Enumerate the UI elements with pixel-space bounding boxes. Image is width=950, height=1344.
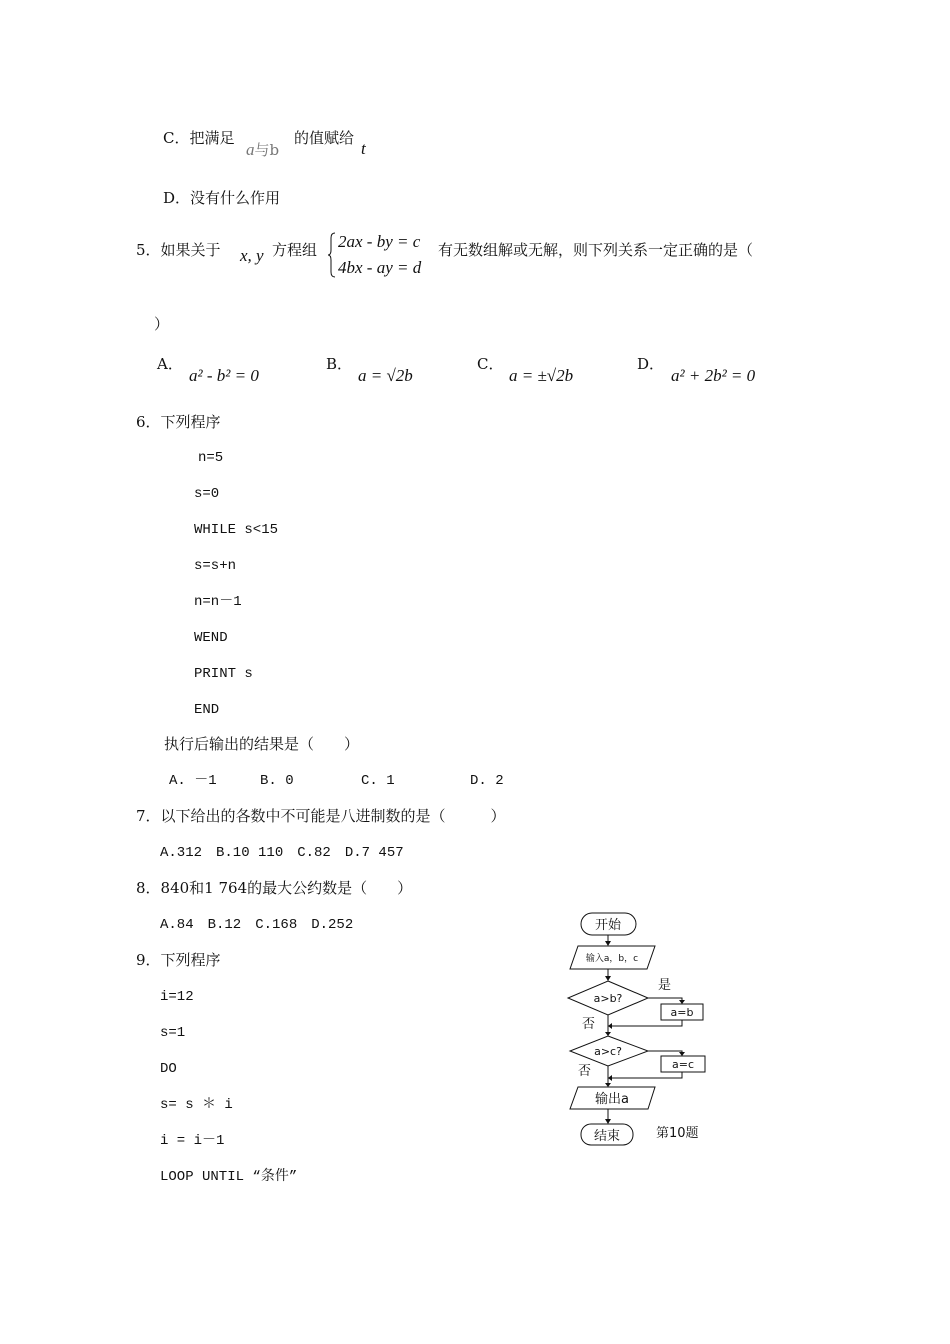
q9-code-line: s= s ＊ i bbox=[160, 1097, 233, 1113]
q5-option-c-expr: a = ±√2b bbox=[509, 366, 574, 385]
q6-option-b: B. 0 bbox=[260, 773, 294, 789]
q4-c-a: a bbox=[246, 140, 255, 159]
q9-code-line: i=12 bbox=[160, 989, 194, 1005]
q6-code-line: END bbox=[194, 702, 220, 718]
q5-option-a-label: A． bbox=[157, 355, 183, 373]
q5-stem-close: ） bbox=[154, 315, 170, 333]
q5-option-d-label: D． bbox=[637, 355, 665, 373]
q6-option-a: A. －1 bbox=[169, 773, 217, 789]
q9-code-line: DO bbox=[160, 1061, 177, 1077]
q9-code-line: i = i－1 bbox=[160, 1133, 225, 1149]
q6-code-line: WHILE s<15 bbox=[194, 522, 279, 538]
q5-option-d-expr: a² + 2b² = 0 bbox=[671, 366, 756, 385]
q5-option-b-expr: a = √2b bbox=[358, 366, 413, 385]
q5-stem-start: 5．如果关于 bbox=[136, 241, 221, 259]
q4-c-b: b bbox=[269, 141, 280, 159]
brace-icon bbox=[328, 232, 336, 278]
q4-c-tail-text: 的值赋给 bbox=[294, 129, 355, 147]
flow-yes-label: 是 bbox=[658, 978, 672, 993]
flowchart-figure bbox=[556, 908, 736, 1153]
q4-c-yu: 与 bbox=[254, 141, 270, 159]
q8-options: A.84 B.12 C.168 D.252 bbox=[160, 917, 354, 933]
q5-option-a-expr: a² - b² = 0 bbox=[189, 366, 259, 385]
q4-option-c bbox=[163, 128, 234, 148]
q4-option-d: D．没有什么作用 bbox=[163, 189, 281, 207]
flow-assign1-label: a=b bbox=[670, 1006, 694, 1019]
flow-output-label: 输出a bbox=[595, 1092, 629, 1107]
q5-eq1: 2ax - by = c bbox=[338, 232, 421, 251]
q6-title: 6．下列程序 bbox=[136, 413, 221, 431]
q6-code-line: s=s+n bbox=[194, 558, 237, 574]
flow-end-label: 结束 bbox=[593, 1129, 621, 1144]
q9-code-line: s=1 bbox=[160, 1025, 186, 1041]
q9-code-line: LOOP UNTIL “条件” bbox=[160, 1169, 298, 1185]
q8-title: 8．840和1 764的最大公约数是（ ） bbox=[136, 879, 413, 897]
q6-question: 执行后输出的结果是（ ） bbox=[164, 735, 360, 753]
flow-start-label: 开始 bbox=[594, 918, 622, 933]
q6-code-line: PRINT s bbox=[194, 666, 253, 682]
q5-stem-tail: 有无数组解或无解，则下列关系一定正确的是（ bbox=[438, 241, 754, 259]
q9-title: 9．下列程序 bbox=[136, 951, 221, 969]
flow-no-label-1: 否 bbox=[582, 1017, 596, 1032]
q4-c-tail bbox=[294, 128, 354, 148]
flow-assign2-label: a=c bbox=[671, 1058, 695, 1071]
q5-eq2: 4bx - ay = d bbox=[338, 258, 422, 277]
q6-option-d: D. 2 bbox=[470, 773, 504, 789]
flow-input-label: 输入a，b，c bbox=[585, 954, 639, 964]
q5-option-b-label: B． bbox=[326, 355, 353, 373]
q6-code-line: n=n－1 bbox=[194, 594, 242, 610]
flow-cond1-label: a>b? bbox=[593, 992, 623, 1005]
flow-no-label-2: 否 bbox=[578, 1064, 592, 1079]
q7-title: 7．以下给出的各数中不可能是八进制数的是（ ） bbox=[136, 807, 506, 825]
q6-code-line: WEND bbox=[194, 630, 228, 646]
q4-c-t: t bbox=[361, 139, 366, 158]
q4-c-vars bbox=[246, 140, 279, 160]
q7-options: A.312 B.10 110 C.82 D.7 457 bbox=[160, 845, 404, 861]
q6-code-line: n=5 bbox=[198, 450, 224, 466]
q5-option-c-label: C． bbox=[477, 355, 504, 373]
q5-stem-mid: 方程组 bbox=[272, 241, 318, 259]
q6-option-c: C. 1 bbox=[361, 773, 395, 789]
q5-vars: x, y bbox=[240, 246, 264, 265]
q5-equation-system bbox=[328, 232, 433, 282]
q6-code-line: s=0 bbox=[194, 486, 220, 502]
q4-c-label: C．把满足 bbox=[163, 129, 235, 147]
flow-cond2-label: a>c? bbox=[594, 1045, 622, 1058]
flow-caption: 第10题 bbox=[656, 1126, 699, 1141]
